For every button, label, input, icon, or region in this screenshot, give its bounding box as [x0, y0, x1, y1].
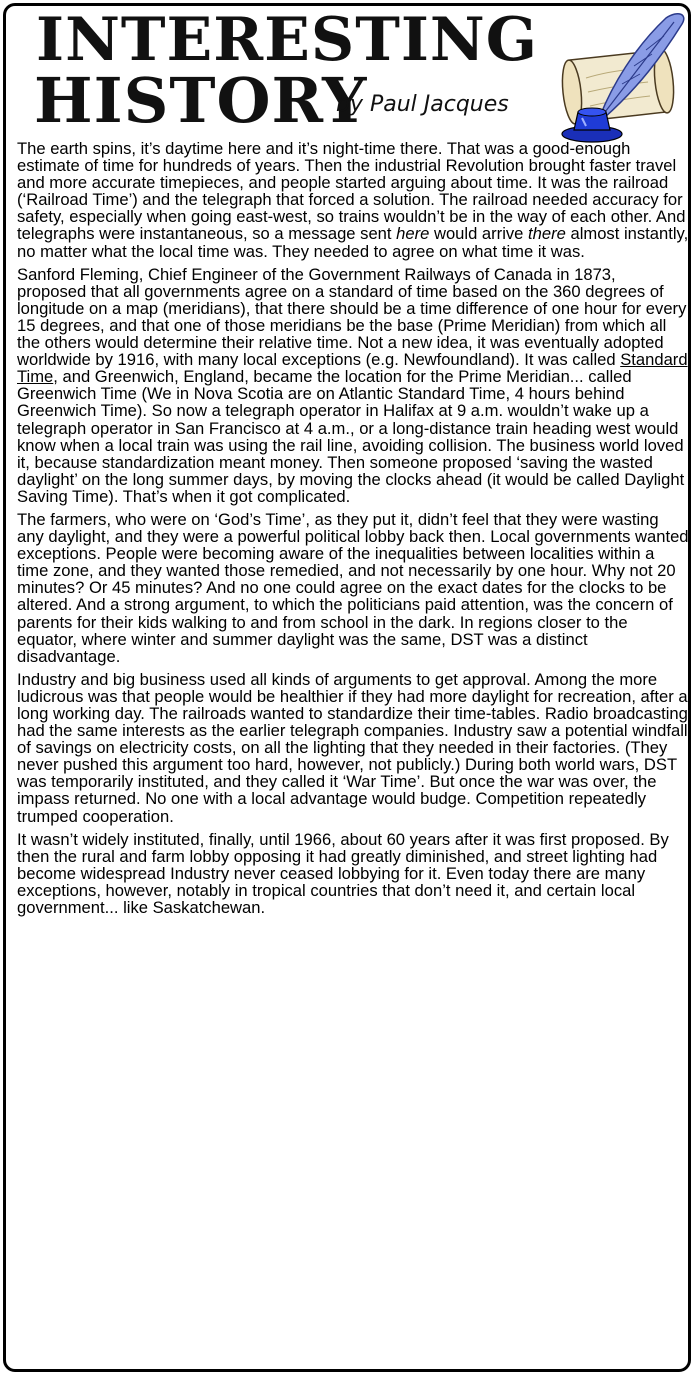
title-line-2: HISTORY: [34, 64, 368, 137]
standard-time-underlined: Standard Time: [17, 350, 688, 387]
paragraph-2-part-b: , and Greenwich, England, became the location for the Prime Meridian... called Greenwich Time (We in Nova Scotia are on Atlantic Standard Time, 4 hours behind Greenwich Time). So now a telegraph operator in Halifax at 9 a.m. wouldn’t wake up a telegraph operator in San Francisco at 4 a.m., or a long-distance train heading west would know when a local train was using the rail line, avoiding collision. The business world loved it, because standardization meant money. Then someone proposed ‘saving the wasted daylight’ on the long summer days, by moving the clocks ahead (it would be called Daylight Saving Time). That’s when it got complicated.: [17, 367, 685, 506]
article-header: [6, 6, 694, 146]
paragraph-1-part-b: would arrive: [429, 224, 529, 244]
title-line-1: INTERESTING: [36, 5, 539, 75]
paragraph-2-part-a: Sanford Fleming, Chief Engineer of the Government Railways of Canada in 1873, proposed that all governments agree on a standard of time based on the 360 degrees of longitude on a map (meridians), that there should be a time difference of one hour for every 15 degrees, and that one of those meridians be the base (Prime Meridian) from which all the others would determine their relative time. Not a new idea, it was eventually adopted worldwide by 1916, with many local exceptions (e.g. Newfoundland). It was called: [17, 264, 687, 370]
paragraph-1-part-c: almost instantly, no matter what the local time was. They needed to agree on what time it was.: [17, 224, 689, 261]
article-frame: [3, 3, 691, 1372]
paragraph-5: It wasn’t widely instituted, finally, until 1966, about 60 years after it was first proposed. By then the rural and farm lobby opposing it had greatly diminished, and street lighting had become widespread Industry never ceased lobbying for it. Even today there are many exceptions, however, notably in tropical countries that don’t need it, and certain local government... like Saskatchewan.: [17, 829, 669, 918]
article-body: [17, 140, 689, 922]
paragraph-2: [17, 266, 689, 505]
quill-pen-inkwell-scroll-icon: [542, 8, 692, 144]
emphasis-there: there: [528, 224, 566, 244]
paragraph-1-part-a: The earth spins, it’s daytime here and it’s night-time there. That was a good-enough estimate of time for hundreds of years. Then the industrial Revolution brought faster travel and more accurate timepieces, and people started arguing about time. It was the railroad (‘Railroad Time’) and the telegraph that forced a solution. The railroad needed accuracy for safety, especially when going east-west, so trains wouldn’t be in the way of each other. And telegraphs were instantaneous, so a message sent: [17, 139, 686, 244]
emphasis-here: here: [396, 224, 430, 244]
paragraph-1: [17, 140, 689, 260]
paragraph-3: The farmers, who were on ‘God’s Time’, as they put it, didn’t feel that they were wasting any daylight, and they were a powerful political lobby back then. Local governments wanted exceptions. People were becoming aware of the inequalities between localities within a time zone, and they wanted those remedied, and not necessarily by one hour. Why not 20 minutes? Or 45 minutes? And no one could agree on the exact dates for the clocks to be altered. And a strong argument, to which the politicians paid attention, was the concern of parents for their kids walking to and from school in the dark. In regions closer to the equator, where winter and summer daylight was the same, DST was a distinct disadvantage.: [17, 509, 689, 666]
paragraph-4: Industry and big business used all kinds of arguments to get approval. Among the more ludicrous was that people would be healthier if they had more daylight for recreation, after a long working day. The railroads wanted to standardize their time-tables. Radio broadcasting had the same interests as the earlier telegraph companies. Industry saw a potential windfall of savings on electricity costs, on all the lighting that they needed in their factories. (They never pushed this argument too hard, however, not publicly.) During both world wars, DST was temporarily instituted, and they called it ‘War Time’. But once the war was over, the impass returned. No one with a local advantage would budge. Competition repeatedly trumped cooperation.: [17, 669, 688, 826]
byline: by Paul Jacques: [336, 92, 509, 117]
